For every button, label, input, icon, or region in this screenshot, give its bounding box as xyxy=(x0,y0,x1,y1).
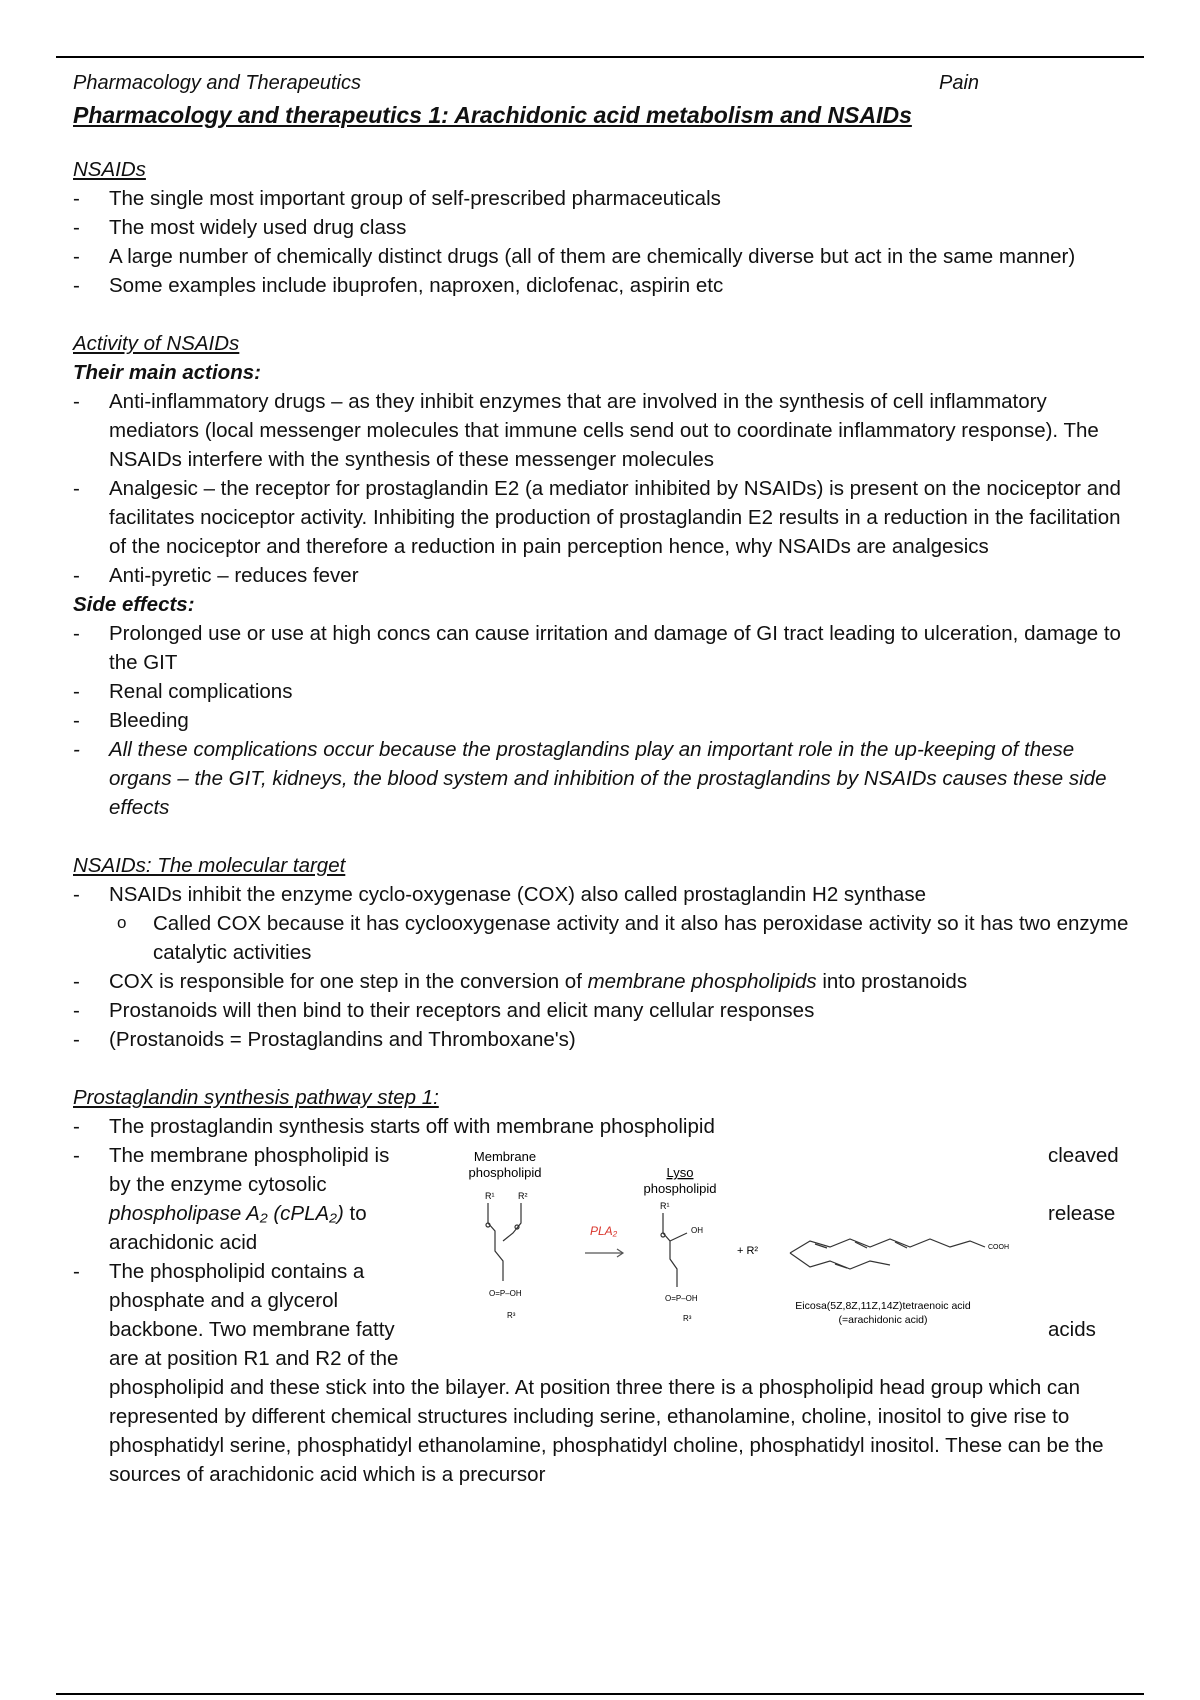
membrane-structure xyxy=(486,1203,521,1281)
step1-list xyxy=(73,1112,1133,1141)
r3-label: R³ xyxy=(683,1314,692,1323)
cooh-label: COOH xyxy=(988,1244,1009,1251)
membrane-label: phospholipid xyxy=(468,1165,542,1180)
sub-list-item: o Called COX because it has cyclooxygenase activity and it also has peroxidase activity so it has two enzyme catalytic activities xyxy=(73,909,1133,967)
section-heading-target: NSAIDs: The molecular target xyxy=(73,854,346,877)
list-item: - All these complications occur because the prostaglandins play an important role in the up-keeping of these organs – the GIT, kidneys, the blood system and inhibition of the prostaglandins by NSAIDs causes these side effects xyxy=(73,735,1133,822)
list-item: - Prolonged use or use at high concs can cause irritation and damage of GI tract leading to ulceration, damage to the GIT xyxy=(73,619,1133,677)
list-item-continuation: phospholipid and these stick into the bilayer. At position three there is a phospholipid head group which can represented by different chemical structures including serine, ethanolamine, choline, inositol to give rise to phosphatidyl serine, phosphatidyl ethanolamine, phosphatidyl choline, phosphatidyl inositol. These can be the sources of arachidonic acid which is a precursor xyxy=(109,1376,1104,1486)
text-line: - The membrane phospholipid is xyxy=(109,1144,390,1167)
list-item: - Anti-inflammatory drugs – as they inhibit enzymes that are involved in the synthesis of cell inflammatory mediators (local messenger molecules that immune cells send out to coordinate inflammatory response). The NSAIDs interfere with the synthesis of these messenger molecules xyxy=(73,387,1133,474)
list-item: - (Prostanoids = Prostaglandins and Thromboxane's) xyxy=(73,1025,1133,1054)
header-topic: Pain xyxy=(939,72,980,94)
list-item: - The prostaglandin synthesis starts off with membrane phospholipid xyxy=(73,1112,1133,1141)
list-item: - A large number of chemically distinct drugs (all of them are chemically diverse but act in the same manner) xyxy=(73,242,1133,271)
list-item-text: COX is responsible for one step in the conversion of xyxy=(109,970,588,993)
enzyme-label: PLA₂ xyxy=(590,1224,618,1238)
header-course: Pharmacology and Therapeutics xyxy=(73,72,361,94)
arachidonic-acid-structure xyxy=(790,1239,985,1269)
wrapped-text-right: release xyxy=(1048,1202,1116,1225)
side-effects-list xyxy=(73,619,1133,822)
list-item: - Analgesic – the receptor for prostaglandin E2 (a mediator inhibited by NSAIDs) is present on the nociceptor and facilitates nociceptor activity. Inhibiting the production of prostaglandin E2 results in a reduction in the facilitation of the nociceptor and therefore a reduction in pain perception hence, why NSAIDs are analgesics xyxy=(73,474,1133,561)
wrapped-text-left xyxy=(109,1257,409,1373)
target-list-continued xyxy=(73,967,1133,1054)
section-heading-nsaids: NSAIDs xyxy=(73,158,146,181)
top-rule xyxy=(56,56,1144,58)
wrapped-text-right: acids xyxy=(1048,1318,1096,1341)
product-label: Eicosa(5Z,8Z,11Z,14Z)tetraenoic acid xyxy=(795,1300,971,1312)
r1-label: R¹ xyxy=(485,1191,495,1201)
list-item xyxy=(73,880,1133,909)
page-title: Pharmacology and therapeutics 1: Arachidonic acid metabolism and NSAIDs xyxy=(73,102,912,128)
list-item: - Renal complications xyxy=(73,677,1133,706)
r2-label: R² xyxy=(518,1191,528,1201)
text-line: arachidonic acid xyxy=(109,1231,258,1254)
bottom-rule xyxy=(56,1693,1144,1695)
emphasis-text: membrane phospholipids xyxy=(587,970,817,993)
list-item: - Bleeding xyxy=(73,706,1133,735)
wrapped-text-right: cleaved xyxy=(1048,1144,1119,1167)
step1-figure-block xyxy=(73,1141,1133,1489)
nsaids-list xyxy=(73,184,1133,300)
running-header xyxy=(73,72,1133,102)
text-line: are at position R1 and R2 of the xyxy=(109,1347,399,1370)
lyso-label: phospholipid xyxy=(643,1181,717,1196)
list-item-text: NSAIDs inhibit the enzyme cyclo-oxygenase (COX) also called prostaglandin H2 synthase xyxy=(109,883,926,906)
text-fragment: to xyxy=(343,1202,367,1225)
list-item: - The single most important group of self-prescribed pharmaceuticals xyxy=(73,184,1133,213)
document-page xyxy=(73,72,1133,1489)
text-line xyxy=(109,1199,409,1228)
list-item-text: into prostanoids xyxy=(816,970,968,993)
product-label: (=arachidonic acid) xyxy=(838,1314,928,1326)
emphasis-text: phospholipase A₂ (cPLA₂) xyxy=(109,1202,344,1225)
section-heading-step1: Prostaglandin synthesis pathway step 1: xyxy=(73,1086,439,1109)
r3-label: R³ xyxy=(507,1311,516,1320)
wrapped-text-left xyxy=(109,1141,409,1257)
list-item xyxy=(73,967,1133,996)
phosphate-label: O=P–OH xyxy=(665,1294,698,1303)
list-item: - The most widely used drug class xyxy=(73,213,1133,242)
section-heading-activity: Activity of NSAIDs xyxy=(73,332,240,355)
text-line: - The phospholipid contains a xyxy=(109,1260,365,1283)
phosphate-label: O=P–OH xyxy=(489,1289,522,1298)
r1-label: R¹ xyxy=(660,1201,670,1211)
text-line: backbone. Two membrane fatty xyxy=(109,1318,395,1341)
target-list xyxy=(73,880,1133,909)
target-sublist xyxy=(73,909,1133,967)
arrow-icon xyxy=(585,1249,623,1257)
list-item: - Prostanoids will then bind to their receptors and elicit many cellular responses xyxy=(73,996,1133,1025)
text-line: by the enzyme cytosolic xyxy=(109,1173,327,1196)
main-actions-list xyxy=(73,387,1133,590)
side-effects-label: Side effects: xyxy=(73,593,195,616)
main-actions-label: Their main actions: xyxy=(73,361,261,384)
list-item: - Anti-pyretic – reduces fever xyxy=(73,561,1133,590)
plus-r2-label: + R² xyxy=(737,1245,759,1257)
lyso-label: Lyso xyxy=(666,1165,694,1180)
list-item: - Some examples include ibuprofen, naproxen, diclofenac, aspirin etc xyxy=(73,271,1133,300)
oh-label: OH xyxy=(691,1226,703,1235)
phospholipid-cleavage-diagram xyxy=(455,1141,1015,1331)
diagram-svg xyxy=(455,1141,1015,1331)
text-line: phosphate and a glycerol xyxy=(109,1289,339,1312)
lyso-structure xyxy=(661,1213,687,1287)
membrane-label: Membrane xyxy=(473,1149,537,1164)
